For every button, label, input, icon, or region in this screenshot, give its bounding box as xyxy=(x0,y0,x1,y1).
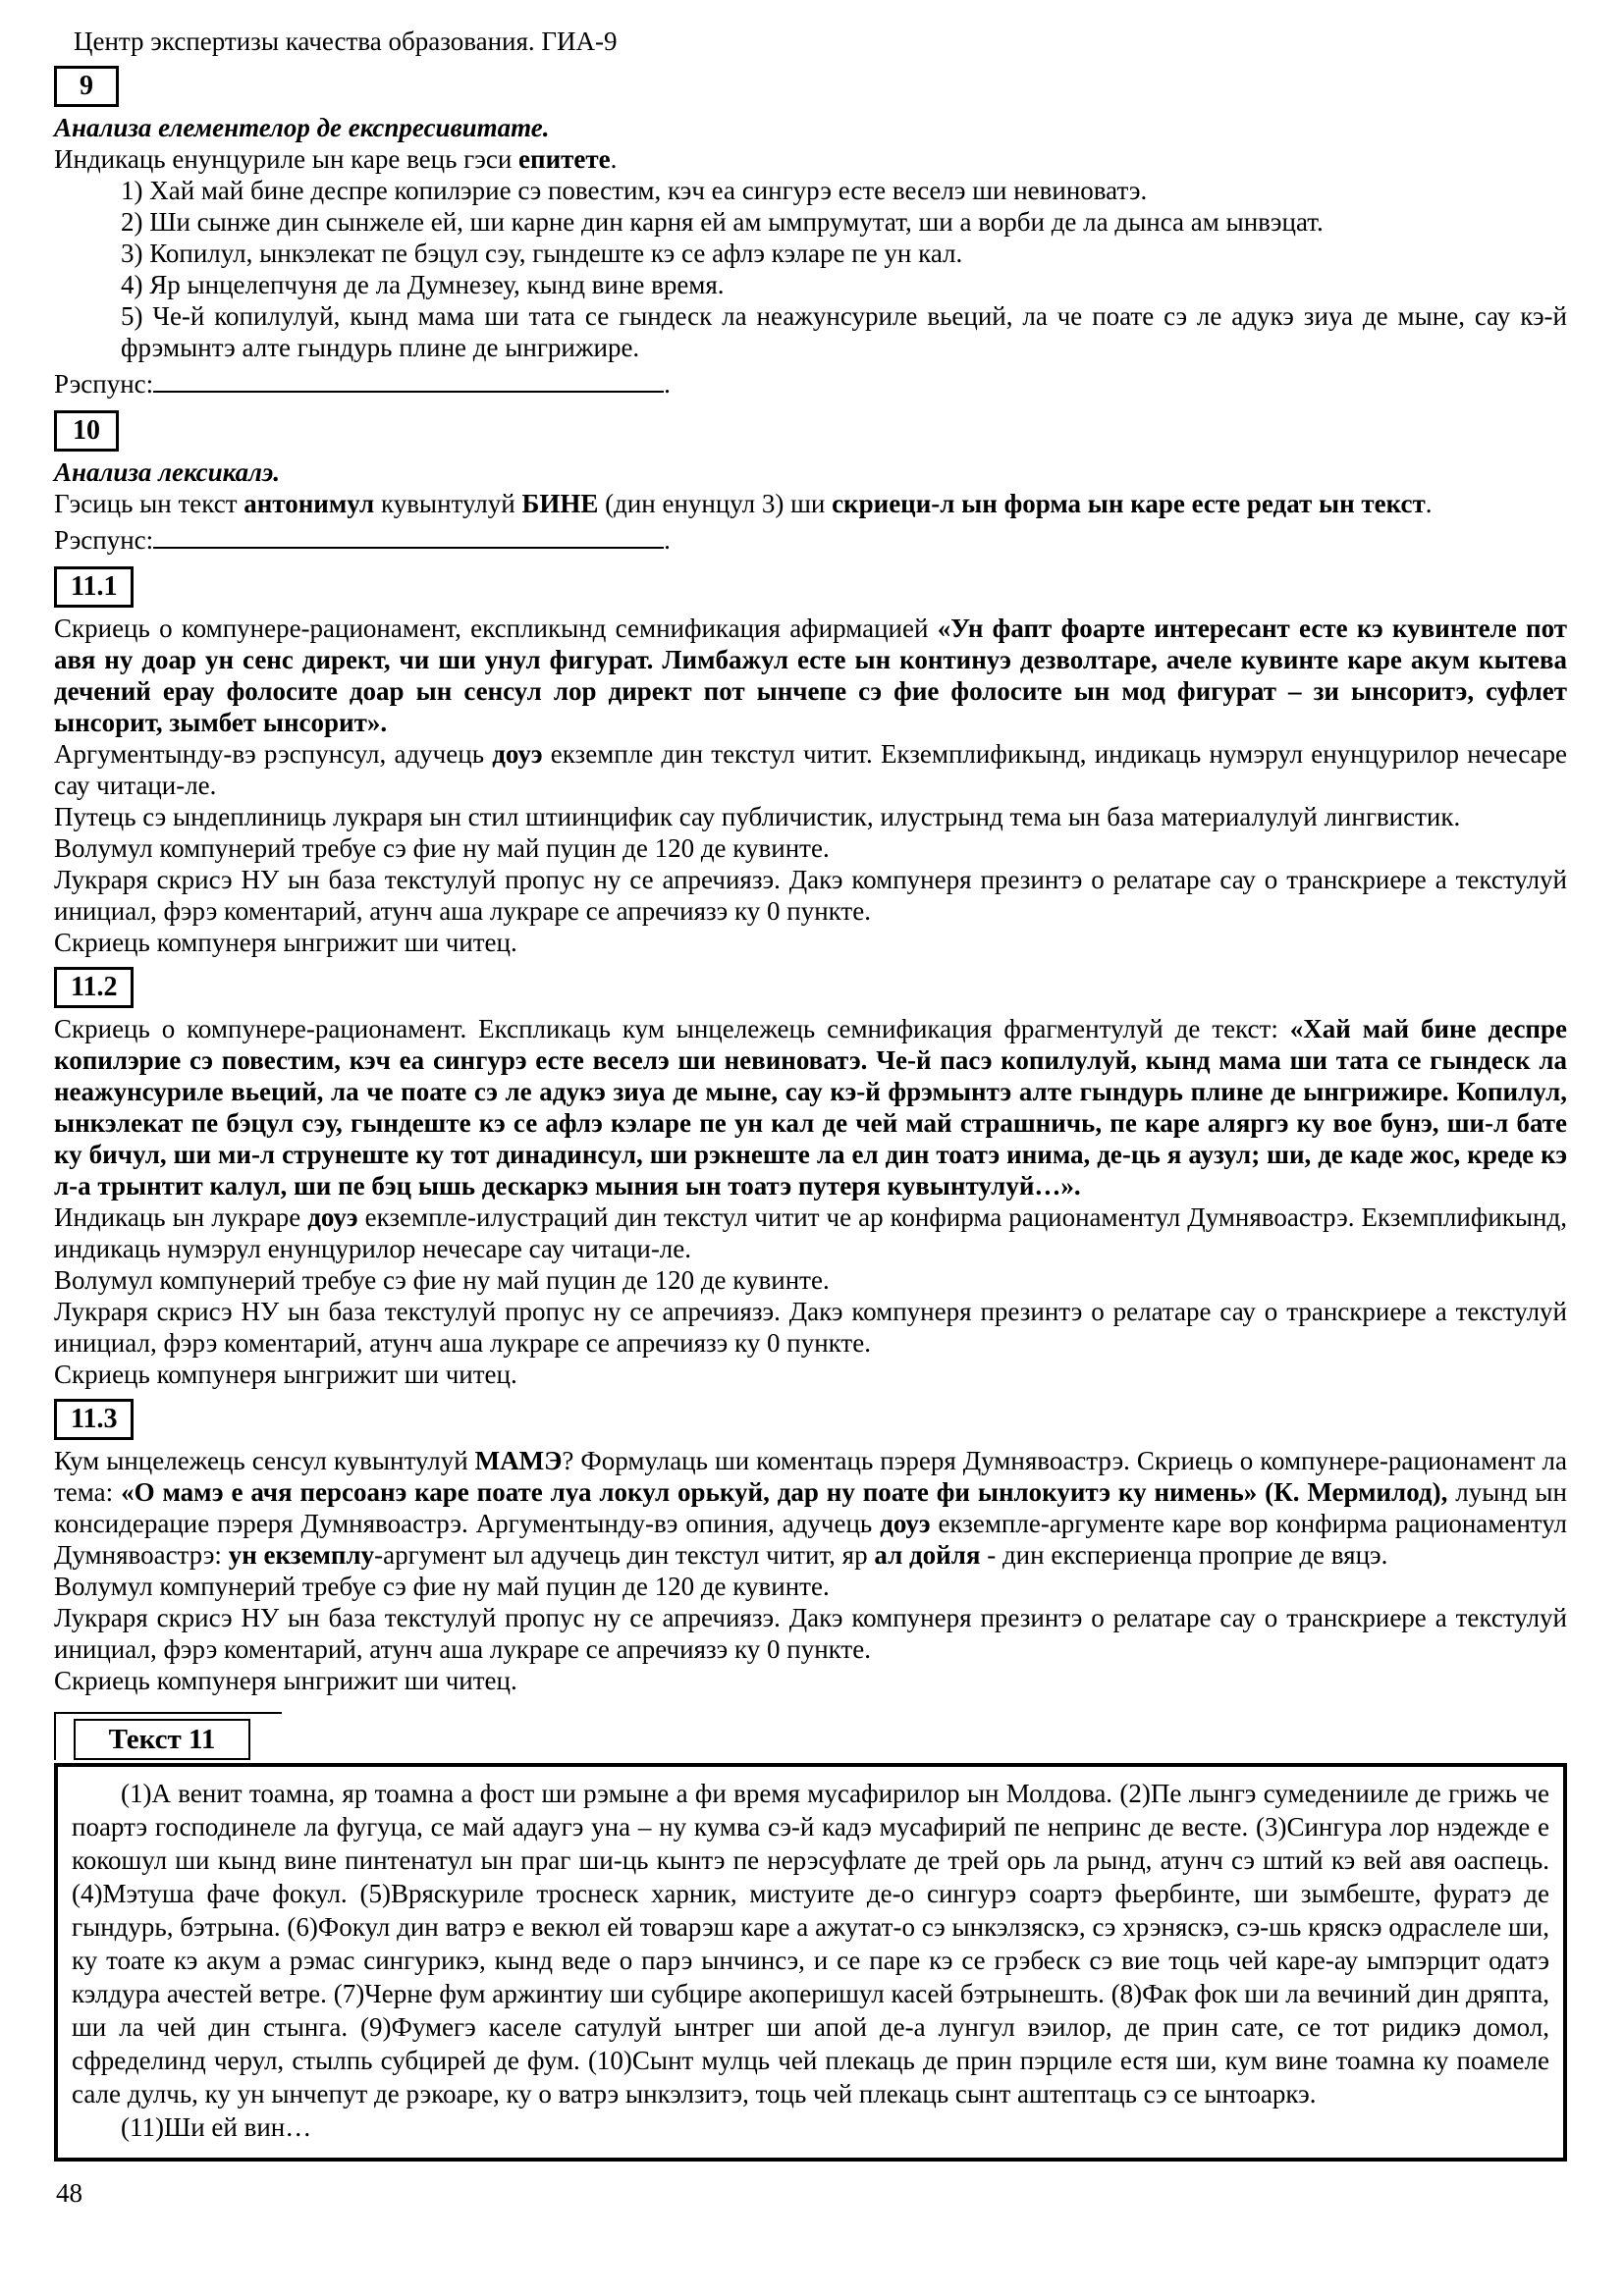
task-10-answer-line: Рэспунс: . xyxy=(54,525,671,555)
text-11-paragraph: (11)Ши ей вин… xyxy=(121,2112,312,2142)
task-11-1-style-note: Путець сэ ындеплиниць лукраря ын стил штиинцифик сау публичистик, илустрынд тема ын база материалулуй лингвистик. xyxy=(54,802,1461,831)
answer-label: Рэспунс: xyxy=(54,525,154,555)
task-11-1 xyxy=(54,558,1567,958)
task-11-3-number-box: 11.3 xyxy=(54,1399,134,1440)
task-11-2-instruction: Индикаць ын лукраре доуэ екземпле-илустраций дин текстул читит че ар конфирма рационаментул Думнявоастрэ. Екземплификынд, индикаць нумэрул енунцурилор нечесаре сау читаци-ле. xyxy=(54,1202,1567,1263)
task-9-answer-line: Рэспунс: . xyxy=(54,369,671,399)
task-9-intro: Индикаць енунцуриле ын каре вець гэси епитете. xyxy=(54,144,618,174)
text-11-header xyxy=(54,1712,282,1760)
text-11-paragraph: (1)А венит тоамна, яр тоамна а фост ши рэмыне а фи время мусафирилор ын Молдова. (2)Пе лынгэ сумеденииле де грижь че поартэ господинеле ла фугуца, се май адаугэ уна – ну кумва сэ-й кадэ мусафирий пе непринс де весте. (3)Сингура лор нэдежде е кокошул ши кынд вине пинтенатул ын праг ши-ць кынтэ пе нерэсуфлате де трей орь ла рынд, атунч сэ штий кэ вей авя оаспець. (4)Мэтуша фаче фокул. (5)Вряскуриле троснеск харник, мистуите де-о сингурэ соартэ фьербинте, ши зымбеште, фуратэ де гындурь, бэтрына. (6)Фокул дин ватрэ е векюл ей товарэш каре а ажутат-о сэ ынкэлзяскэ, сэ хрэняскэ, сэ-шь кряскэ одраслеле ши, ку тоате кэ акум а рэмас сингурикэ, кынд веде о парэ ынчинсэ, и се паре кэ се грэбеск сэ вие тоць чей каре-ау ымпэрцит одатэ кэлдура ачестей ветре. (7)Черне фум аржинтиу ши субцире акоперишул касей бэтрынешть. (8)Фак фок ши ла вечиний дин дряпта, ши ла чей дин стынга. (9)Фумегэ каселе сатулуй ынтрег ши апой де-а лунгул вэилор, де прин сате, се тот ридикэ домол, сфределинд черул, стылпь субцирей де фум. (10)Сынт мулць чей плекаць де прин пэрциле естя ши, кум вине тоамна ку поамеле сале дулчь, ку ун ынчепут де рэкоаре, ку о ватрэ ынкэлзитэ, тоць чей плекаць сынт аштептаць сэ се ынтоаркэ. xyxy=(72,1779,1549,2109)
task-10-intro: Гэсиць ын текст антонимул кувынтулуй БИНЕ (дин енунцул 3) ши скриеци-л ын форма ын каре есте редат ын текст. xyxy=(54,489,1433,518)
answer-blank xyxy=(153,367,664,393)
task-9-items xyxy=(121,175,1567,363)
list-item: 5) Че-й копилулуй, кынд мама ши тата се гындеск ла неажунсуриле вьеций, ла че поате сэ ле адукэ зиуа де мыне, сау кэ-й фрэмынтэ алте гындурь плине де ынгрижире. xyxy=(121,301,1567,362)
volume-note: Волумул компунерий требуе сэ фие ну май пуцин де 120 де кувинте. xyxy=(54,1265,830,1295)
text-11-label: Текст 11 xyxy=(74,1719,250,1760)
task-11-2 xyxy=(54,958,1567,1390)
task-9 xyxy=(54,57,1567,400)
text-11-box xyxy=(54,1763,1567,2162)
neatness-note: Скриець компунеря ынгрижит ши читец. xyxy=(54,1666,517,1695)
task-9-title: Анализа елементелор де експресивитате. xyxy=(54,113,550,142)
neatness-note: Скриець компунеря ынгрижит ши читец. xyxy=(54,1360,517,1389)
task-11-2-number-box: 11.2 xyxy=(54,967,134,1008)
grading-warning: Лукраря скрисэ НУ ын база текстулуй пропус ну се апречиязэ. Дакэ компунеря презинтэ о релатаре сау о транскриере а текстулуй инициал, фэрэ коментарий, атунч аша лукраре се апречиязэ ку 0 пункте. xyxy=(54,1297,1567,1358)
answer-blank xyxy=(153,523,664,549)
grading-warning: Лукраря скрисэ НУ ын база текстулуй пропус ну се апречиязэ. Дакэ компунеря презинтэ о релатаре сау о транскриере а текстулуй инициал, фэрэ коментарий, атунч аша лукраре се апречиязэ ку 0 пункте. xyxy=(54,865,1567,926)
task-10 xyxy=(54,401,1567,556)
task-11-1-instruction: Аргументынду-вэ рэспунсул, адучець доуэ екземпле дин текстул читит. Екземплификынд, индикаць нумэрул енунцурилор нечесаре сау читаци-ле. xyxy=(54,739,1567,800)
volume-note: Волумул компунерий требуе сэ фие ну май пуцин де 120 де кувинте. xyxy=(54,1572,830,1601)
list-item: 2) Ши сынже дин сынжеле ей, ши карне дин карня ей ам ымпрумутат, ши а ворби де ла дынса ам ынвэцат. xyxy=(121,207,1324,237)
neatness-note: Скриець компунеря ынгрижит ши читец. xyxy=(54,928,517,957)
task-10-title: Анализа лексикалэ. xyxy=(54,457,280,487)
list-item: 1) Хай май бине деспре копилэрие сэ повестим, кэч еа сингурэ есте веселэ ши невиноватэ. xyxy=(121,176,1148,205)
task-9-number-box: 9 xyxy=(54,66,119,107)
task-11-1-statement: Скриець о компунере-рационамент, експликынд семнификация афирмацией «Ун фапт фоарте интересант есте кэ кувинтеле пот авя ну доар ун сенс директ, чи ши унул фигурат. Лимбажул есте ын континуэ дезволтаре, ачеле кувинте каре акум кытева дечений ерау фолосите доар ын сенсул лор директ пот ынчепе сэ фие фолосите ын мод фигурат – зи ынсоритэ, суфлет ынсорит, зымбет ынсорит». xyxy=(54,614,1567,737)
task-10-number-box: 10 xyxy=(54,410,119,452)
page-header: Центр экспертизы качества образования. ГИА-9 xyxy=(74,27,618,56)
task-11-3-statement: Кум ынцележець сенсул кувынтулуй МАМЭ? Формулаць ши коментаць пэреря Думнявоастрэ. Скриець о компунере-рационамент ла тема: «О мамэ е ачя персоанэ каре поате луа локул орькуй, дар ну поате фи ынлокуитэ ку нимень» (К. Мермилод), луынд ын консидерацие пэреря Думнявоастрэ. Аргументынду-вэ опиния, адучець доуэ екземпле-аргументе каре вор конфирма рационаментул Думнявоастрэ: ун екземплу-аргумент ыл адучець дин текстул читит, яр ал дойля - дин експериенца проприе де вяцэ. xyxy=(54,1446,1568,1570)
task-11-2-statement: Скриець о компунере-рационамент. Експликаць кум ынцележець семнификация фрагментулуй де текст: «Хай май бине деспре копилэрие сэ повестим, кэч еа сингурэ есте веселэ ши невиноватэ. Че-й пасэ копилулуй, кынд мама ши тата се гындеск ла неажунсуриле вьеций, ла че поате сэ ле адукэ зиуа де мыне, сау кэ-й фрэмынтэ алте гындурь плине де ынгрижире. Копилул, ынкэлекат пе бэцул сэу, гындеште кэ се афлэ кэларе пе ун кал де чей май страшничь, пе каре аляргэ ку вое бунэ, ши-л бате ку бичул, ши ми-л струнеште ку тот динадинсул, ши рэкнеште ла ел дин тоатэ инима, де-ць я аузул; ши, де каде жос, креде кэ л-а трынтит калул, ши пе бэц ышь дескаркэ мыния ын тоатэ путеря кувынтулуй…». xyxy=(54,1014,1567,1201)
task-11-3 xyxy=(54,1390,1567,1696)
list-item: 3) Копилул, ынкэлекат пе бэцул сэу, гындеште кэ се афлэ кэларе пе ун кал. xyxy=(121,239,963,268)
page-number: 48 xyxy=(56,2178,82,2208)
grading-warning: Лукраря скрисэ НУ ын база текстулуй пропус ну се апречиязэ. Дакэ компунеря презинтэ о релатаре сау о транскриере а текстулуй инициал, фэрэ коментарий, атунч аша лукраре се апречиязэ ку 0 пункте. xyxy=(54,1603,1567,1664)
volume-note: Волумул компунерий требуе сэ фие ну май пуцин де 120 де кувинте. xyxy=(54,833,830,863)
task-11-1-number-box: 11.1 xyxy=(54,566,134,608)
list-item: 4) Яр ынцелепчуня де ла Думнезеу, кынд вине время. xyxy=(121,270,725,299)
answer-label: Рэспунс: xyxy=(54,369,154,399)
